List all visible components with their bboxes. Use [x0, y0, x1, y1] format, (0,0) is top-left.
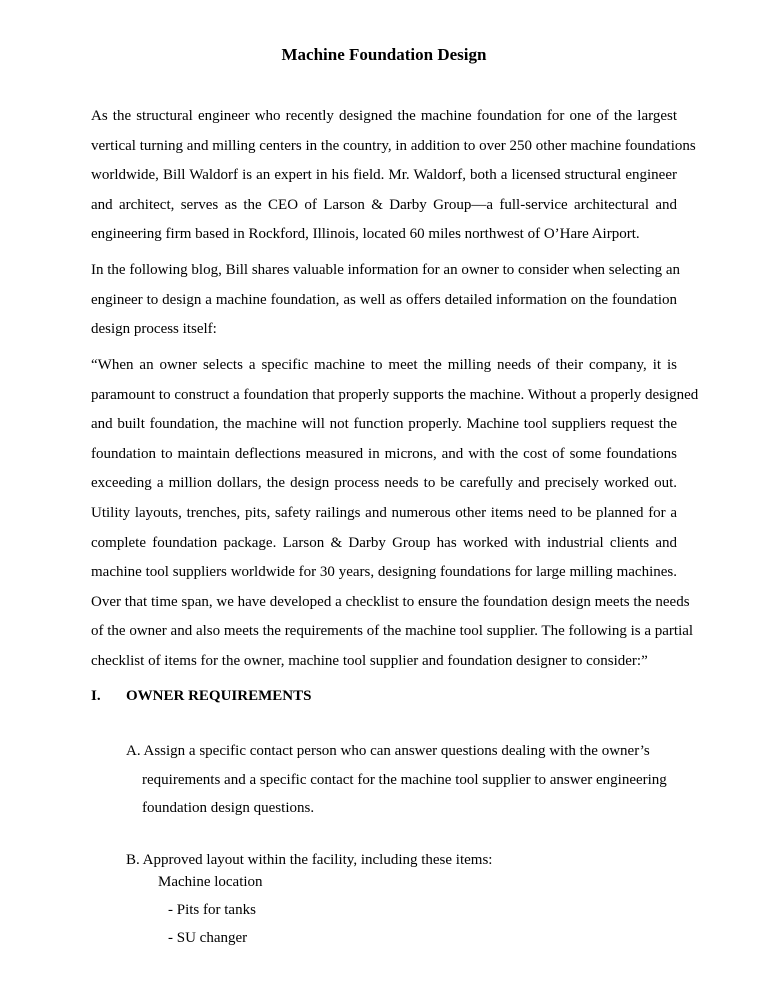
paragraph-line: checklist of items for the owner, machine tool supplier and foundation designer to consider:”: [91, 652, 648, 669]
paragraph-line: vertical turning and milling centers in the country, in addition to over 250 other machine foundations: [91, 137, 696, 154]
paragraph-line: engineer to design a machine foundation, as well as offers detailed information on the foundation: [91, 291, 677, 308]
intro-paragraph: [91, 102, 696, 250]
list-item-b: [126, 846, 686, 875]
paragraph-line: worldwide, Bill Waldorf is an expert in his field. Mr. Waldorf, both a licensed structural engineer: [91, 167, 677, 184]
paragraph-line: machine tool suppliers worldwide for 30 years, designing foundations for large milling machines.: [91, 564, 677, 581]
paragraph-line: foundation to maintain deflections measured in microns, and with the cost of some foundations: [91, 445, 677, 462]
list-item-line: requirements and a specific contact for the machine tool supplier to answer engineering: [142, 771, 667, 788]
paragraph-line: “When an owner selects a specific machine to meet the milling needs of their company, it is: [91, 357, 677, 373]
list-item-line: A. Assign a specific contact person who can answer questions dealing with the owner’s: [126, 743, 650, 759]
list-item-a: [126, 737, 686, 823]
sub-list-item: - SU changer: [168, 930, 248, 946]
paragraph-line: of the owner and also meets the requirements of the machine tool supplier. The following is a partial: [91, 623, 694, 640]
paragraph-line: In the following blog, Bill shares valuable information for an owner to consider when selecting an: [91, 262, 681, 278]
section-number: I.: [91, 688, 101, 704]
paragraph-line: Utility layouts, trenches, pits, safety railings and numerous other items need to be planned for a: [91, 504, 677, 521]
paragraph-line: and built foundation, the machine will not function properly. Machine tool suppliers request the: [91, 416, 677, 433]
list-item-line: B. Approved layout within the facility, including these items:: [126, 852, 493, 868]
document-title: Machine Foundation Design: [281, 45, 487, 64]
paragraph-line: engineering firm based in Rockford, Illinois, located 60 miles northwest of O’Hare Airport.: [91, 226, 640, 243]
paragraph-line: exceeding a million dollars, the design process needs to be carefully and precisely worked out.: [91, 475, 677, 492]
paragraph-line: and architect, serves as the CEO of Larson & Darby Group—a full-service architectural and: [91, 196, 677, 213]
blog-intro-paragraph: [91, 256, 681, 345]
paragraph-line: design process itself:: [91, 321, 217, 338]
paragraph-line: complete foundation package. Larson & Darby Group has worked with industrial clients and: [91, 534, 677, 551]
list-item-line: foundation design questions.: [142, 800, 315, 816]
section-title: OWNER REQUIREMENTS: [126, 688, 312, 704]
machine-location-label: Machine location: [158, 874, 263, 890]
sub-list-item: - Pits for tanks: [168, 902, 256, 918]
paragraph-line: paramount to construct a foundation that properly supports the machine. Without a properly designed: [91, 386, 699, 403]
quote-paragraph: [91, 351, 699, 677]
paragraph-line: Over that time span, we have developed a checklist to ensure the foundation design meets the needs: [91, 593, 690, 610]
paragraph-line: As the structural engineer who recently designed the machine foundation for one of the largest: [91, 108, 677, 124]
